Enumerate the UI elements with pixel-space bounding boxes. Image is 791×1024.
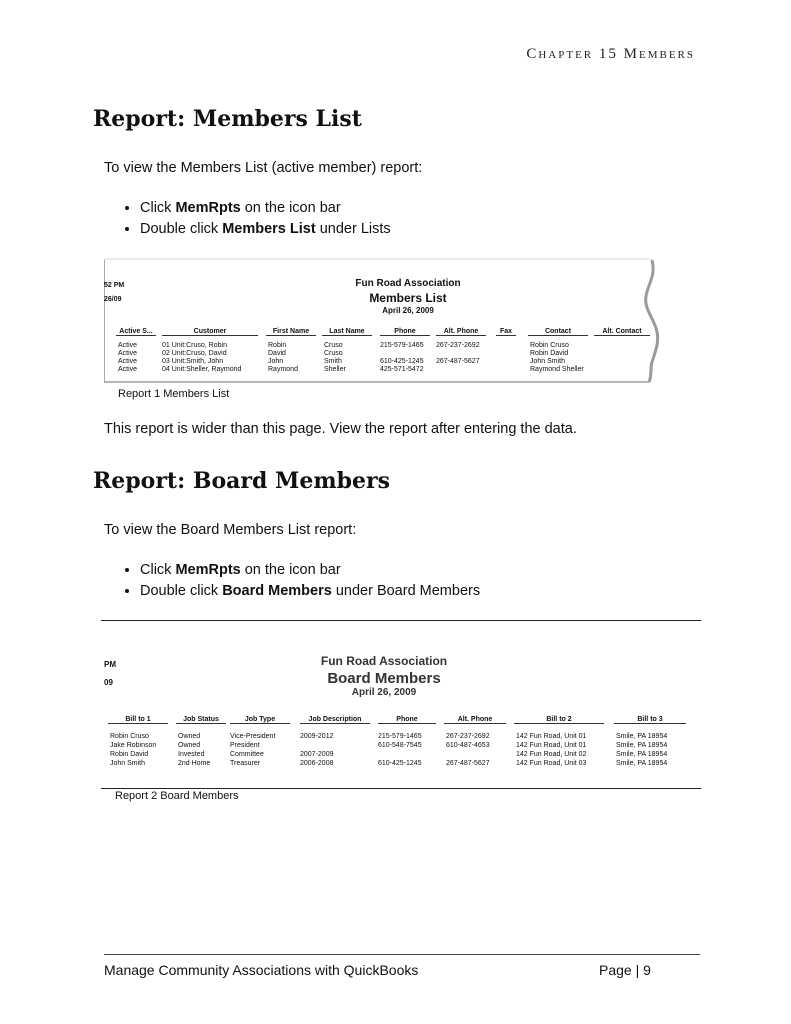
table-cell: 142 Fun Road, Unit 01 [516, 733, 587, 740]
column-header: Job Type [230, 716, 290, 724]
section-title-board-members: Report: Board Members [93, 468, 391, 494]
instruction-keyword: Board Members [222, 583, 332, 599]
report-date: April 26, 2009 [382, 306, 434, 315]
table-cell: Robin Cruso [530, 342, 569, 349]
instruction-keyword: MemRpts [175, 200, 241, 216]
column-header: Bill to 2 [514, 716, 604, 724]
table-cell: Smile, PA 18954 [616, 742, 668, 749]
column-header: Alt. Phone [436, 328, 486, 336]
table-cell: Smile, PA 18954 [616, 751, 668, 758]
column-header: Contact [528, 328, 588, 336]
column-header: Phone [378, 716, 436, 724]
column-header: Phone [380, 328, 430, 336]
table-cell: 610-425-1245 [380, 358, 424, 365]
footer-book-title: Manage Community Associations with QuickBooks [104, 962, 419, 978]
instruction-item [140, 221, 391, 237]
table-cell: 215-579-1465 [380, 342, 424, 349]
table-cell: 610-548-7545 [378, 742, 422, 749]
table-cell: 03 Unit:Smith, John [162, 358, 224, 365]
instruction-list [118, 562, 480, 604]
table-cell: Invested [178, 751, 205, 758]
report-title: Members List [369, 291, 447, 305]
table-cell: Sheller [324, 366, 346, 373]
table-cell: Robin David [530, 350, 569, 357]
instruction-item [140, 200, 391, 216]
table-cell: Owned [178, 733, 201, 740]
column-header: First Name [266, 328, 316, 336]
table-cell: Smile, PA 18954 [616, 733, 668, 740]
table-cell: 267-487-5627 [436, 358, 480, 365]
page-number: Page | 9 [599, 962, 651, 978]
intro-text: To view the Members List (active member) report: [104, 160, 423, 176]
table-cell: Cruso [324, 342, 343, 349]
column-header: Fax [496, 328, 516, 336]
instruction-list [118, 200, 391, 242]
report-2-image [104, 648, 700, 778]
table-cell: Smith [324, 358, 342, 365]
report-2-caption: Report 2 Board Members [115, 790, 239, 802]
instruction-keyword: Members List [222, 221, 316, 237]
report-2-bottom-rule [101, 788, 701, 789]
instruction-item [140, 583, 480, 599]
table-cell: Active [118, 342, 138, 349]
table-cell: John Smith [110, 760, 146, 767]
table-cell: Raymond [268, 366, 298, 373]
column-header: Active S... [116, 328, 156, 336]
table-cell: 2nd Home [178, 760, 211, 767]
table-cell: 02 Unit:Cruso, David [162, 350, 227, 357]
table-cell: Robin Cruso [110, 733, 149, 740]
table-cell: Raymond Sheller [530, 366, 584, 373]
table-cell: Vice-President [230, 733, 276, 740]
table-cell: 01 Unit:Cruso, Robin [162, 342, 227, 349]
column-header: Last Name [322, 328, 372, 336]
table-cell: 267-487-5627 [446, 760, 490, 767]
report-note: This report is wider than this page. View the report after entering the data. [104, 421, 577, 437]
table-cell: Jake Robinson [110, 742, 157, 749]
table-cell: President [230, 742, 260, 749]
table-cell: Cruso [324, 350, 343, 357]
instruction-text: under Board Members [331, 583, 481, 599]
table-cell: John Smith [530, 358, 566, 365]
chapter-header: Chapter 15 Members [526, 46, 695, 62]
instruction-keyword: MemRpts [175, 562, 241, 578]
instruction-text: Click [140, 562, 176, 578]
report-1-image [104, 258, 664, 386]
table-cell: Smile, PA 18954 [616, 760, 668, 767]
table-cell: 142 Fun Road, Unit 02 [516, 751, 587, 758]
column-header: Alt. Contact [594, 328, 650, 336]
report-1-caption: Report 1 Members List [118, 388, 230, 400]
table-cell: Active [118, 350, 138, 357]
table-cell: 610-425-1245 [378, 760, 422, 767]
table-cell: Active [118, 358, 138, 365]
instruction-text: under Lists [315, 221, 391, 237]
instruction-text: Double click [140, 221, 223, 237]
footer-rule [104, 954, 700, 955]
instruction-item [140, 562, 480, 578]
table-cell: 215-579-1465 [378, 733, 422, 740]
column-header: Bill to 1 [108, 716, 168, 724]
table-cell: John [268, 358, 284, 365]
table-cell: Owned [178, 742, 201, 749]
table-cell: 425-571-5472 [380, 366, 424, 373]
table-cell: Robin David [110, 751, 149, 758]
report-time: 52 PM [104, 282, 125, 289]
table-cell: 2007-2009 [300, 751, 334, 758]
column-header: Job Description [300, 716, 370, 724]
table-cell: 267-237-2692 [436, 342, 480, 349]
column-header: Job Status [176, 716, 226, 724]
report-time: PM [104, 660, 116, 669]
table-cell: 610-487-4653 [446, 742, 490, 749]
table-cell: 04 Unit:Sheller, Raymond [162, 366, 242, 373]
section-title-members-list: Report: Members List [93, 106, 362, 132]
column-header: Customer [162, 328, 258, 336]
report-title: Board Members [327, 670, 441, 687]
column-header: Bill to 3 [614, 716, 686, 724]
instruction-text: on the icon bar [240, 200, 341, 216]
report-date: April 26, 2009 [351, 687, 417, 698]
column-header: Alt. Phone [444, 716, 506, 724]
instruction-text: Double click [140, 583, 223, 599]
intro-text: To view the Board Members List report: [104, 522, 357, 538]
table-cell: Active [118, 366, 138, 373]
table-cell: Robin [268, 342, 287, 349]
report-date-short: 26/09 [104, 296, 122, 303]
instruction-text: on the icon bar [240, 562, 341, 578]
table-cell: Treasurer [230, 760, 261, 767]
table-cell: David [268, 350, 286, 357]
report-date-short: 09 [104, 678, 113, 687]
report-org-name: Fun Road Association [320, 654, 448, 668]
table-cell: 142 Fun Road, Unit 03 [516, 760, 587, 767]
table-cell: Committee [230, 751, 264, 758]
table-cell: 2006-2008 [300, 760, 334, 767]
instruction-text: Click [140, 200, 176, 216]
report-org-name: Fun Road Association [355, 278, 461, 289]
report-2-top-rule [101, 620, 701, 621]
table-cell: 267-237-2692 [446, 733, 490, 740]
table-cell: 2009-2012 [300, 733, 334, 740]
table-cell: 142 Fun Road, Unit 01 [516, 742, 587, 749]
